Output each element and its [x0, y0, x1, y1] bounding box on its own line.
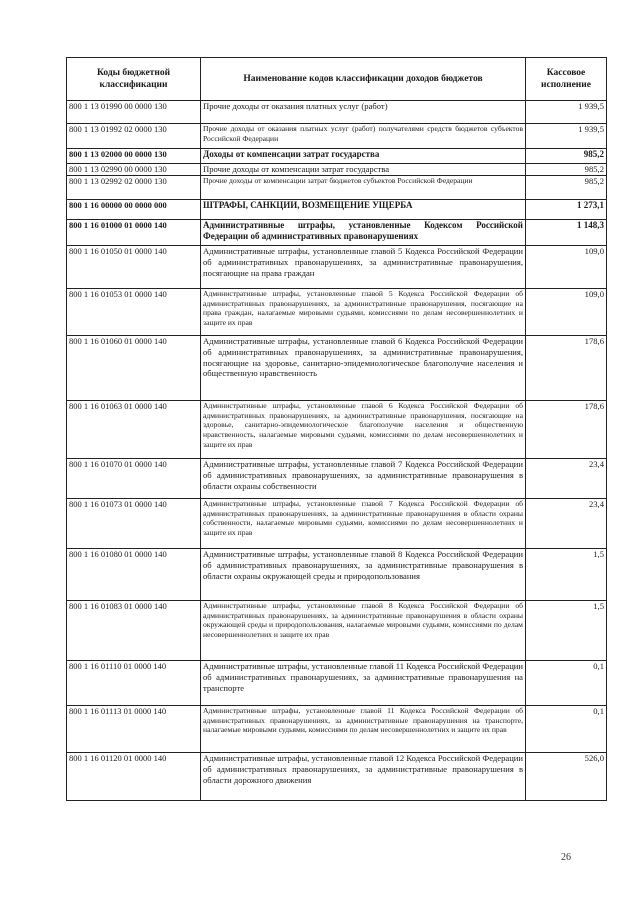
row-name: Административные штрафы, установленные главой 8 Кодекса Российской Федерации об административных правонарушениях, за административные правонарушения в области охраны окружающей среды и природопользования, налагаемые мировыми судьями, комиссиями по делам несовершеннолетних и защите их прав: [201, 601, 526, 661]
row-amount: 1 939,5: [526, 101, 607, 124]
table-row: [67, 661, 607, 706]
table-row: [67, 289, 607, 336]
row-amount: 109,0: [526, 246, 607, 289]
row-amount: 23,4: [526, 499, 607, 549]
table-row: [67, 336, 607, 401]
table-row: [67, 176, 607, 200]
table-header-row: [67, 58, 607, 101]
row-code: 800 1 13 02990 00 0000 130: [67, 164, 201, 176]
row-amount: 1 939,5: [526, 124, 607, 149]
row-code: 800 1 13 01990 00 0000 130: [67, 101, 201, 124]
budget-revenue-table: [66, 57, 607, 801]
row-name: Административные штрафы, установленные главой 11 Кодекса Российской Федерации об административных правонарушениях, за административные правонарушения на транспорте, налагаемые мировыми судьями, комиссиями по делам несовершеннолетних и защите их прав: [201, 706, 526, 753]
table-row: [67, 401, 607, 459]
row-amount: 1 148,3: [526, 220, 607, 246]
row-code: 800 1 16 01070 01 0000 140: [67, 459, 201, 499]
row-name: Прочие доходы от компенсации затрат бюджетов субъектов Российской Федерации: [201, 176, 526, 200]
row-amount: 1,5: [526, 601, 607, 661]
row-amount: 985,2: [526, 149, 607, 164]
row-amount: 985,2: [526, 164, 607, 176]
table-row: [67, 220, 607, 246]
table-row: [67, 499, 607, 549]
row-name: ШТРАФЫ, САНКЦИИ, ВОЗМЕЩЕНИЕ УЩЕРБА: [201, 200, 526, 220]
row-amount: 985,2: [526, 176, 607, 200]
row-code: 800 1 16 01073 01 0000 140: [67, 499, 201, 549]
table-row: [67, 706, 607, 753]
table-row: [67, 549, 607, 601]
row-name: Административные штрафы, установленные главой 11 Кодекса Российской Федерации об административных правонарушениях, за административные правонарушения на транспорте: [201, 661, 526, 706]
row-code: 800 1 16 01083 01 0000 140: [67, 601, 201, 661]
row-code: 800 1 16 00000 00 0000 000: [67, 200, 201, 220]
row-amount: 526,0: [526, 753, 607, 801]
row-amount: 0,1: [526, 706, 607, 753]
row-name: Административные штрафы, установленные главой 6 Кодекса Российской Федерации об административных правонарушениях, за административные правонарушения, посягающие на здоровье, санитарно-эпидемиологическое благополучие населения и общественную нравственность: [201, 336, 526, 401]
row-amount: 178,6: [526, 336, 607, 401]
table-row: [67, 200, 607, 220]
row-name: Административные штрафы, установленные главой 12 Кодекса Российской Федерации об административных правонарушениях, за административные правонарушения в области дорожного движения: [201, 753, 526, 801]
row-name: Административные штрафы, установленные Кодексом Российской Федерации об административных правонарушениях: [201, 220, 526, 246]
row-code: 800 1 13 01992 02 0000 130: [67, 124, 201, 149]
row-name: Административные штрафы, установленные главой 8 Кодекса Российской Федерации об административных правонарушениях, за административные правонарушения в области охраны окружающей среды и природопользования: [201, 549, 526, 601]
table-row: [67, 601, 607, 661]
header-amount: Кассовое исполнение: [526, 58, 607, 101]
row-name: Административные штрафы, установленные главой 7 Кодекса Российской Федерации об административных правонарушениях, за административные правонарушения в области охраны собственности: [201, 459, 526, 499]
table-row: [67, 101, 607, 124]
row-code: 800 1 16 01000 01 0000 140: [67, 220, 201, 246]
table-row: [67, 149, 607, 164]
row-name: Прочие доходы от оказания платных услуг (работ) получателями средств бюджетов субъектов Российской Федерации: [201, 124, 526, 149]
row-code: 800 1 16 01120 01 0000 140: [67, 753, 201, 801]
row-name: Административные штрафы, установленные главой 5 Кодекса Российской Федерации об административных правонарушениях, за административные правонарушения, посягающие на права граждан: [201, 246, 526, 289]
row-name: Доходы от компенсации затрат государства: [201, 149, 526, 164]
table-row: [67, 753, 607, 801]
row-code: 800 1 16 01080 01 0000 140: [67, 549, 201, 601]
row-code: 800 1 13 02000 00 0000 130: [67, 149, 201, 164]
row-name: Административные штрафы, установленные главой 5 Кодекса Российской Федерации об административных правонарушениях, за административные правонарушения, посягающие на права граждан, налагаемые мировыми судьями, комиссиями по делам несовершеннолетних и защите их прав: [201, 289, 526, 336]
row-code: 800 1 16 01113 01 0000 140: [67, 706, 201, 753]
row-amount: 109,0: [526, 289, 607, 336]
row-code: 800 1 16 01060 01 0000 140: [67, 336, 201, 401]
table-row: [67, 459, 607, 499]
row-code: 800 1 13 02992 02 0000 130: [67, 176, 201, 200]
row-amount: 1,5: [526, 549, 607, 601]
row-name: Административные штрафы, установленные главой 7 Кодекса Российской Федерации об административных правонарушениях, за административные правонарушения в области охраны собственности, налагаемые мировыми судьями, комиссиями по делам несовершеннолетних и защите их прав: [201, 499, 526, 549]
row-amount: 23,4: [526, 459, 607, 499]
row-code: 800 1 16 01110 01 0000 140: [67, 661, 201, 706]
row-name: Прочие доходы от оказания платных услуг (работ): [201, 101, 526, 124]
table-row: [67, 164, 607, 176]
row-amount: 0,1: [526, 661, 607, 706]
row-name: Прочие доходы от компенсации затрат государства: [201, 164, 526, 176]
row-name: Административные штрафы, установленные главой 6 Кодекса Российской Федерации об административных правонарушениях, за административные правонарушения, посягающие на здоровье, санитарно-эпидемиологическое благополучие населения и общественную нравственность, налагаемые мировыми судьями, комиссиями по делам несовершеннолетних и защите их прав: [201, 401, 526, 459]
header-code: Коды бюджетной классификации: [67, 58, 201, 101]
row-amount: 178,6: [526, 401, 607, 459]
page-number: 26: [561, 852, 571, 863]
header-name: Наименование кодов классификации доходов бюджетов: [201, 58, 526, 101]
row-amount: 1 273,1: [526, 200, 607, 220]
row-code: 800 1 16 01063 01 0000 140: [67, 401, 201, 459]
row-code: 800 1 16 01053 01 0000 140: [67, 289, 201, 336]
table-row: [67, 124, 607, 149]
row-code: 800 1 16 01050 01 0000 140: [67, 246, 201, 289]
table-row: [67, 246, 607, 289]
